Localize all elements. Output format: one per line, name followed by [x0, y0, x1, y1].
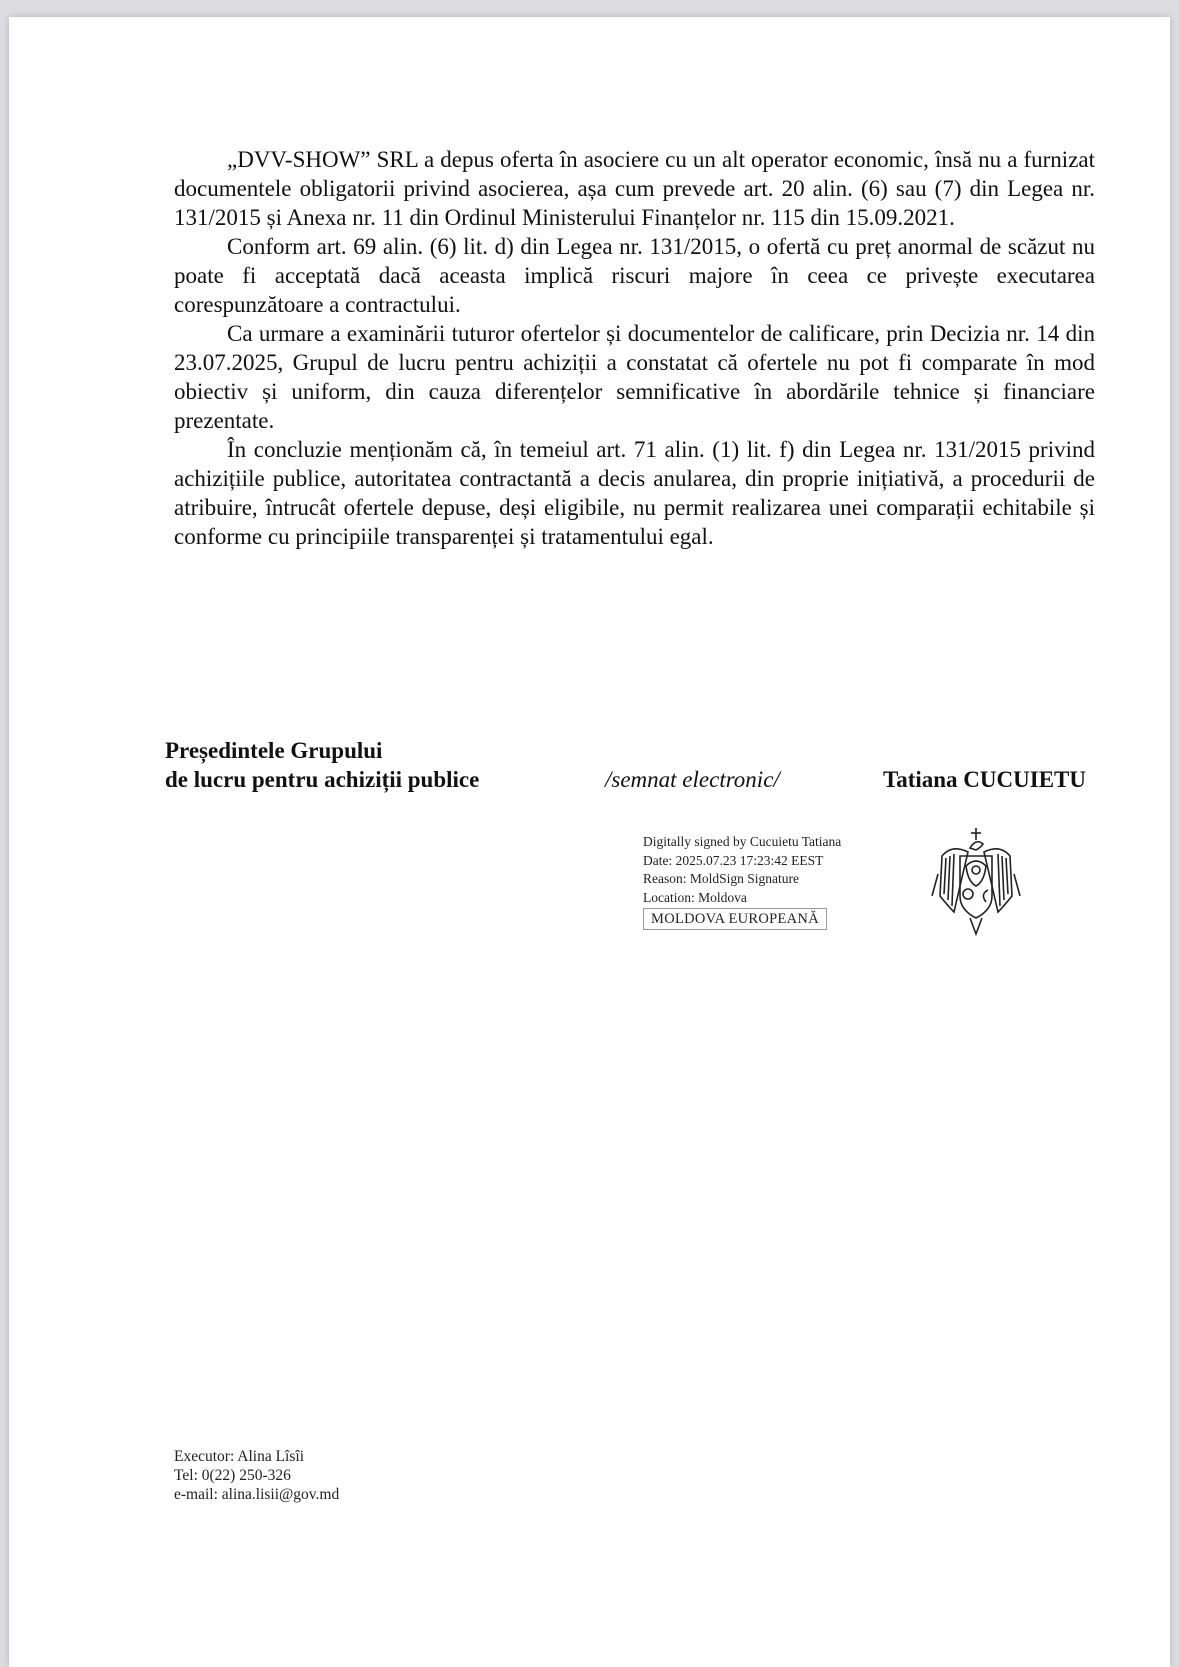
document-body — [174, 145, 1095, 551]
signed-electronically-note: /semnat electronic/ — [605, 767, 780, 792]
eagle-head — [970, 842, 983, 850]
scepter — [1014, 874, 1020, 896]
paragraph-abnormal-price: Conform art. 69 alin. (6) lit. d) din Legea nr. 131/2015, o ofertă cu preț anormal de scăzut nu poate fi acceptată dacă aceasta implică riscuri majore în ceea ce privește executarea corespunzătoare a contractului. — [174, 234, 1095, 317]
olive-branch — [932, 874, 938, 896]
signatory-title-line2: de lucru pentru achiziții publice — [165, 767, 480, 792]
crescent — [983, 890, 988, 902]
signature-block — [165, 736, 1086, 794]
stamp-location: Location: Moldova — [643, 889, 747, 905]
left-wing-feathers — [944, 854, 954, 906]
digital-signature-stamp — [643, 833, 841, 930]
stamp-reason: Reason: MoldSign Signature — [643, 871, 799, 886]
paragraph-conclusion: În concluzie menționăm că, în temeiul art. 71 alin. (1) lit. f) din Legea nr. 131/2015 privind achizițiile publice, autoritatea contractantă a decis anularea, din proprie inițiativă, a procedurii de atribuire, întrucât ofertele depuse, deși eligibile, nu permit realizarea unei comparații echitabile și conforme cu principiile transparenței și tratamentului egal. — [174, 437, 1095, 549]
eagle-tail — [970, 918, 982, 934]
paragraph-examination: Ca urmare a examinării tuturor ofertelor și documentelor de calificare, prin Decizia nr. 14 din 23.07.2025, Grupul de lucru pentru achiziții a constatat că ofertele nu pot fi comparate în mod obiectiv și uniform, din cauza diferențelor semnificative în abordările tehnice și financiare prezentate. — [174, 321, 1095, 433]
signatory-title-line1: Președintele Grupului — [165, 738, 383, 763]
executor-phone: Tel: 0(22) 250-326 — [174, 1467, 291, 1484]
stamp-signed-by: Digitally signed by Cucuietu Tatiana — [643, 834, 842, 849]
star-circle — [972, 866, 980, 874]
executor-contact — [174, 1447, 339, 1504]
signatory-name: Tatiana CUCUIETU — [882, 767, 1086, 792]
paragraph-association: „DVV-SHOW” SRL a depus oferta în asociere cu un alt operator economic, însă nu a furnizat documentele obligatorii privind asocierea, așa cum prevede art. 20 alin. (6) sau (7) din Legea nr. 131/2015 și Anexa nr. 11 din Ordinul Ministerului Finanțelor nr. 115 din 15.09.2021. — [174, 147, 1095, 230]
stamp-date: Date: 2025.07.23 17:23:42 EEST — [643, 852, 824, 868]
right-wing-feathers — [998, 854, 1008, 906]
stamp-badge: MOLDOVA EUROPEANĂ — [643, 908, 827, 930]
moldova-coat-of-arms-icon — [930, 826, 1022, 938]
executor-email: e-mail: alina.lisii@gov.md — [174, 1486, 340, 1503]
rose — [963, 889, 973, 899]
executor-name: Executor: Alina Lîsîi — [174, 1448, 305, 1465]
